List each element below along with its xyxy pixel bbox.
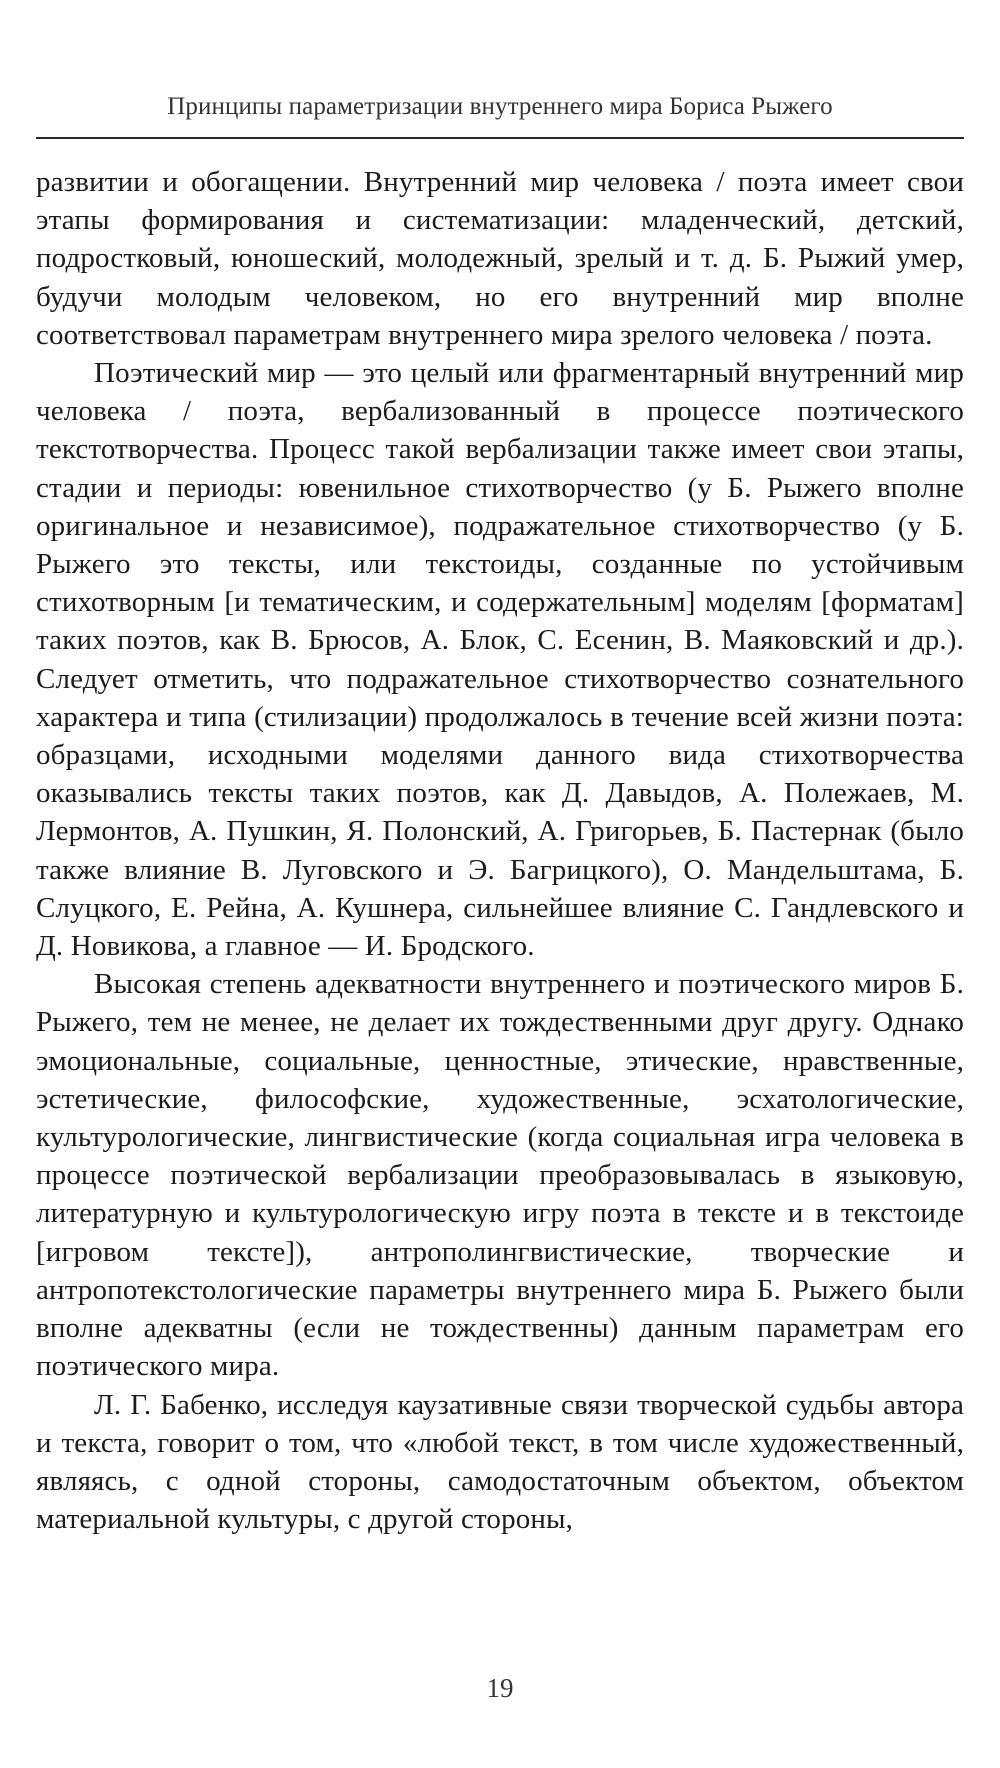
paragraph-adequacy: Высокая степень адекватности внутреннего и поэтического миров Б. Рыжего, тем не менее, не делает их тождественными друг другу. Однако эмоциональные, социальные, ценностные, этические, нравственные, эстетические, философские, художественные, эсхатологические, культурологические, лингвистические (когда социальная игра человека в процессе поэтической вербализации преобразовывалась в языковую, литературную и культурологическую игру поэта в тексте и в текстоиде [игровом тексте]), антрополингвистические, творческие и антропотекстологические параметры внутреннего мира Б. Рыжего были вполне адекватны (если не тождественны) данным параметрам его поэтического мира. (36, 968, 964, 1383)
running-head-title: Принципы параметризации внутреннего мира Бориса Рыжего (167, 93, 833, 120)
body-text (36, 163, 964, 1538)
paragraph-babenko: Л. Г. Бабенко, исследуя каузативные связи творческой судьбы автора и текста, говорит о том, что «любой текст, в том числе художественный, являясь, с одной стороны, самодостаточным объектом, объектом материальной культуры, с другой стороны, (36, 1388, 964, 1536)
page-number: 19 (486, 1673, 514, 1703)
header-rule (36, 137, 964, 139)
paragraph-poetic-world: Поэтический мир — это целый или фрагментарный внутренний мир человека / поэта, вербализованный в процессе поэтического текстотворчества. Процесс такой вербализации также имеет свои этапы, стадии и периоды: ювенильное стихотворчество (у Б. Рыжего вполне оригинальное и независимое), подражательное стихотворчество (у Б. Рыжего это тексты, или текстоиды, созданные по устойчивым стихотворным [и тематическим, и содержательным] моделям [форматам] таких поэтов, как В. Брюсов, А. Блок, С. Есенин, В. Маяковский и др.). Следует отметить, что подражательное стихотворчество сознательного характера и типа (стилизации) продолжалось в течение всей жизни поэта: образцами, исходными моделями данного вида стихотворчества оказывались тексты таких поэтов, как Д. Давыдов, А. Полежаев, М. Лермонтов, А. Пушкин, Я. Полонский, А. Григорьев, Б. Пастернак (было также влияние В. Луговского и Э. Багрицкого), О. Мандельштама, Б. Слуцкого, Е. Рейна, А. Кушнера, сильнейшее влияние С. Гандлевского и Д. Новикова, а главное — И. Бродского. (36, 357, 964, 963)
paragraph-continued: развитии и обогащении. Внутренний мир человека / поэта имеет свои этапы формирования и систематизации: младенческий, детский, подростковый, юношеский, молодежный, зрелый и т. д. Б. Рыжий умер, будучи молодым человеком, но его внутренний мир вполне соответствовал параметрам внутреннего мира зрелого человека / поэта. (36, 166, 964, 351)
